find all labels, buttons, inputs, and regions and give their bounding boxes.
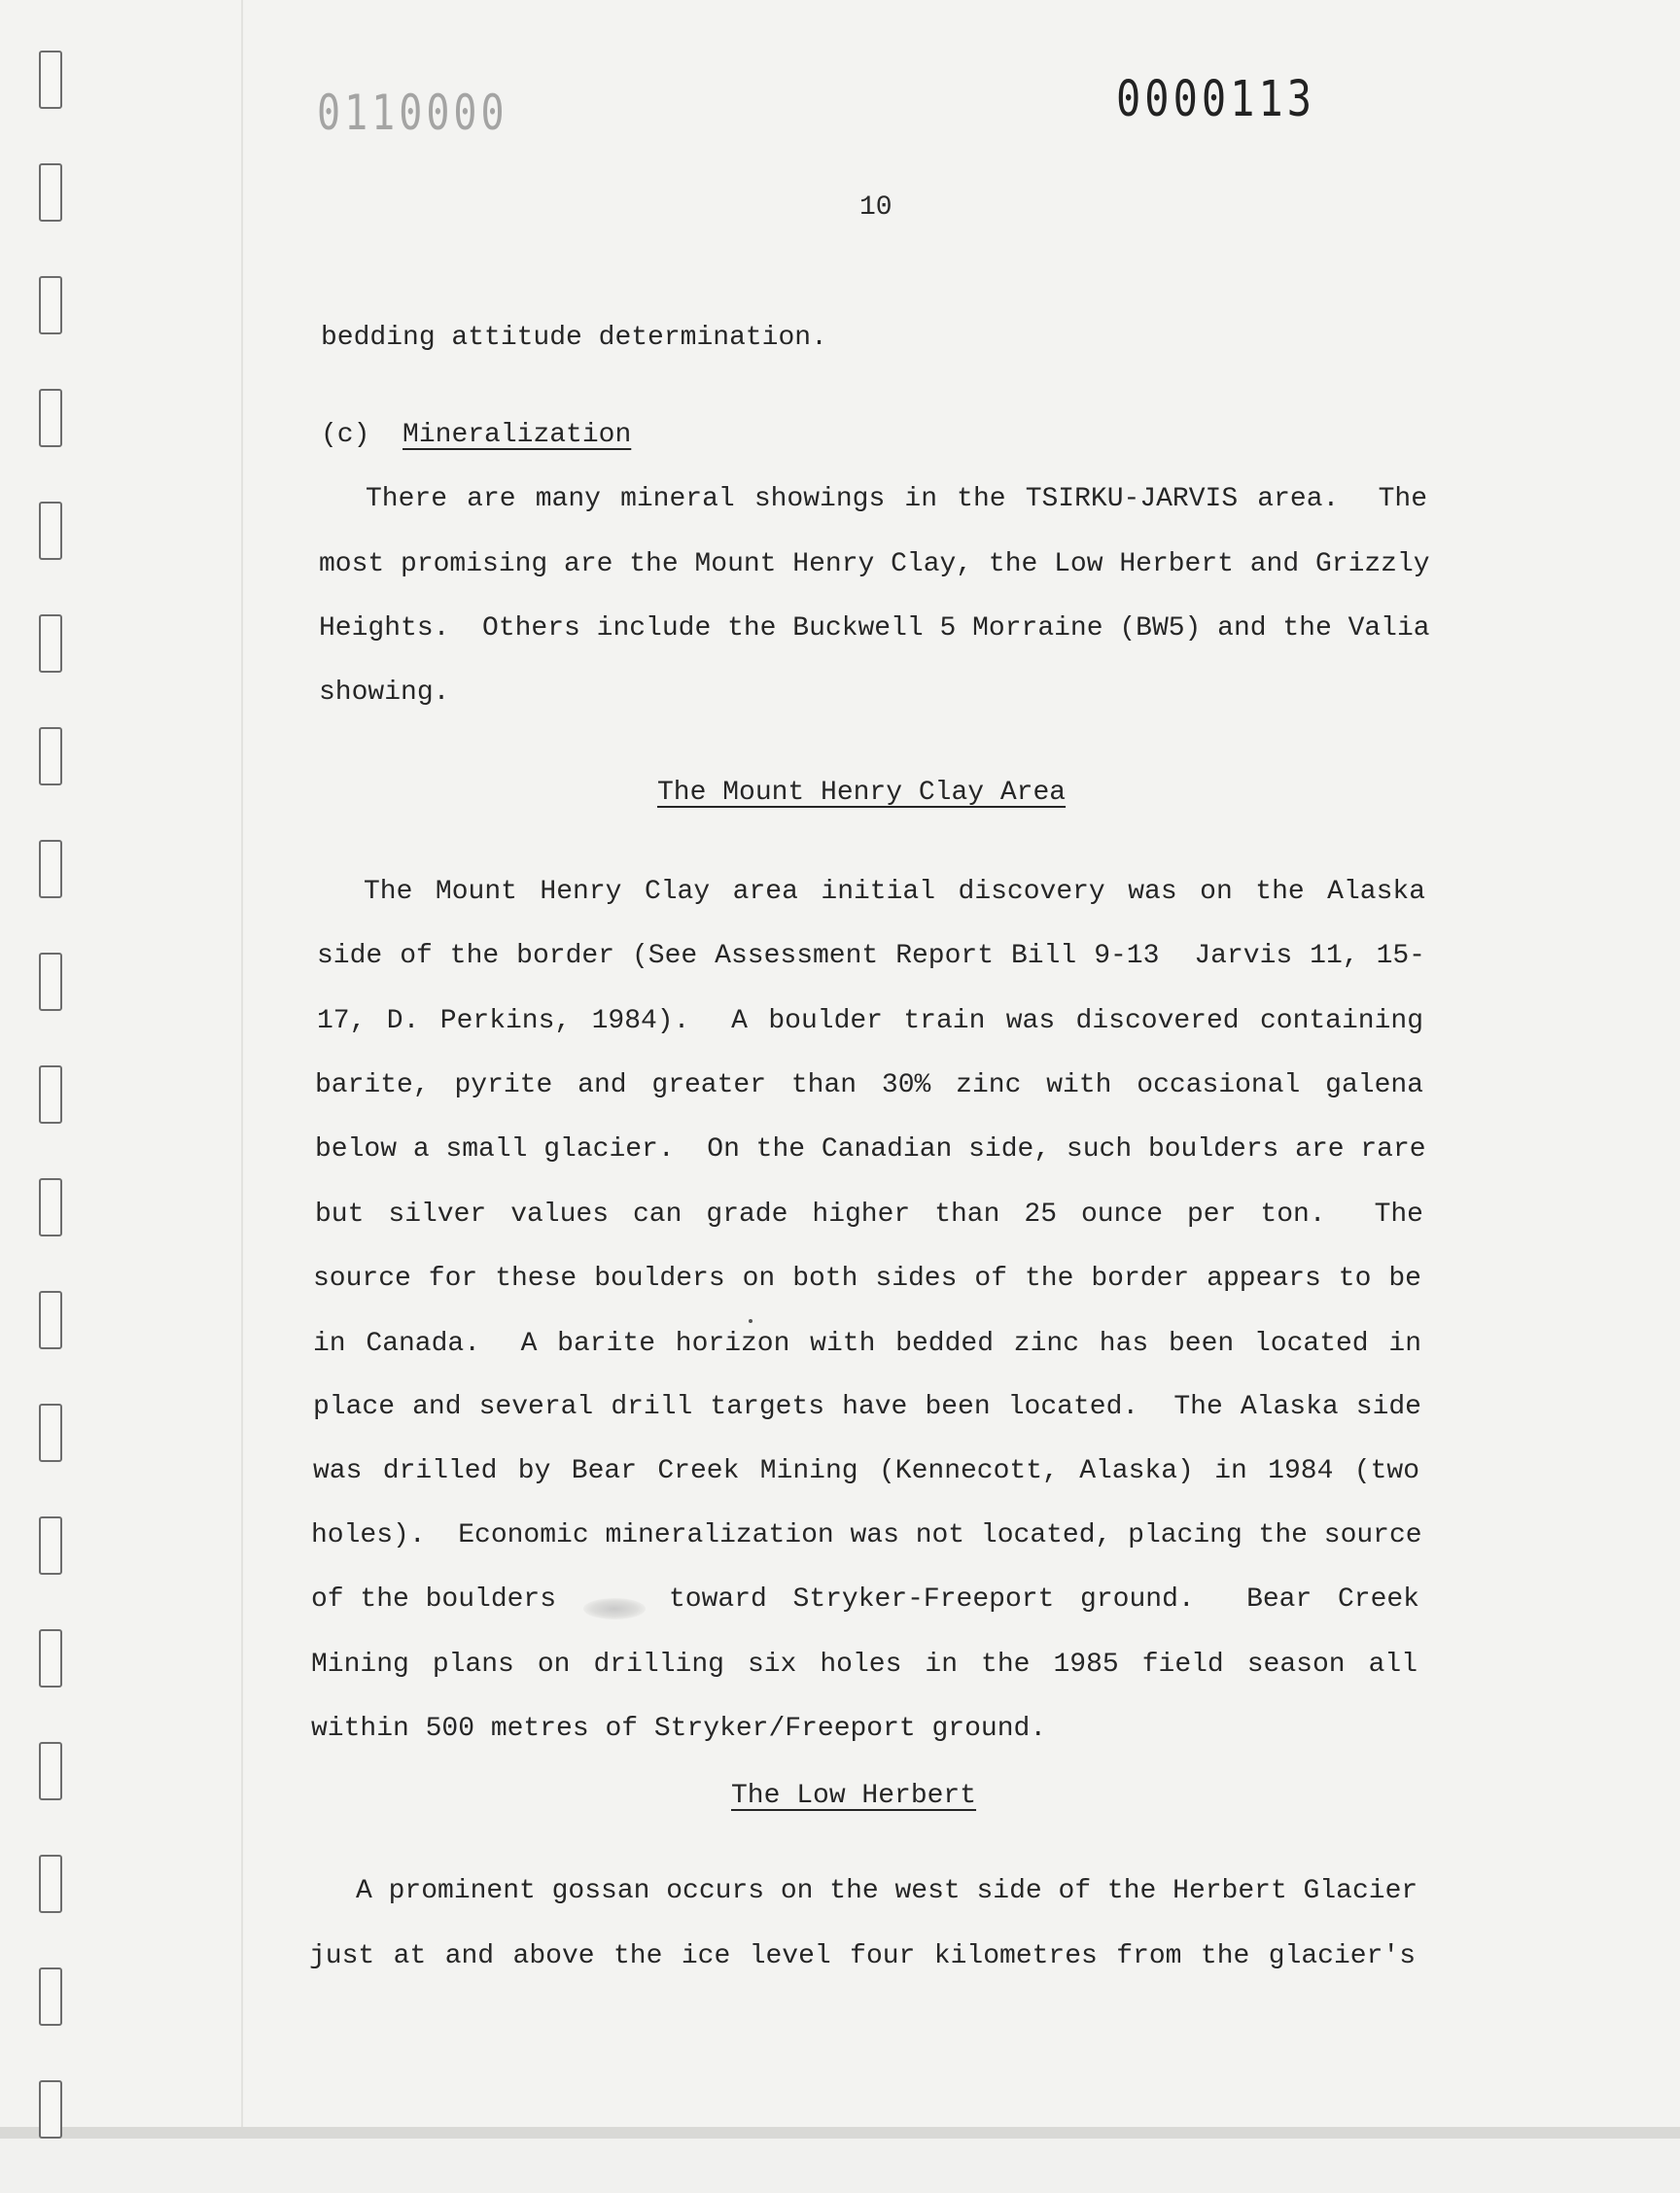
document-stamp-number: 0000113 xyxy=(1116,70,1316,127)
body-line: barite, pyrite and greater than 30% zinc with occasional galena xyxy=(315,1070,1423,1100)
perforation-hole xyxy=(39,1065,62,1124)
perforation-hole xyxy=(39,389,62,447)
perforation-hole xyxy=(39,2080,62,2139)
body-line-part: toward Stryker-Freeport ground. Bear Creek xyxy=(669,1584,1419,1615)
perforation-hole xyxy=(39,1967,62,2026)
body-line: but silver values can grade higher than 25 ounce per ton. The xyxy=(315,1200,1423,1230)
body-line: in Canada. A barite horizon with bedded zinc has been located in xyxy=(313,1329,1421,1359)
perforation-hole xyxy=(39,1629,62,1688)
perforation-hole xyxy=(39,727,62,785)
body-line: within 500 metres of Stryker/Freeport ground. xyxy=(311,1714,1047,1744)
body-line: The Mount Henry Clay area initial discovery was on the Alaska xyxy=(364,877,1425,907)
subsection-heading: The Mount Henry Clay Area xyxy=(657,778,1067,808)
perforation-hole xyxy=(39,840,62,898)
body-line: most promising are the Mount Henry Clay, the Low Herbert and Grizzly xyxy=(319,549,1430,579)
perforation-hole xyxy=(39,1742,62,1800)
body-line: There are many mineral showings in the TSIRKU-JARVIS area. The xyxy=(366,484,1427,514)
body-line: Mining plans on drilling six holes in the 1985 field season all xyxy=(311,1650,1418,1680)
perforation-hole xyxy=(39,614,62,673)
section-heading: Mineralization xyxy=(402,420,632,450)
perforation-hole xyxy=(39,163,62,222)
perforation-hole xyxy=(39,1178,62,1236)
perforation-hole xyxy=(39,1404,62,1462)
body-line: 17, D. Perkins, 1984). A boulder train was discovered containing xyxy=(317,1006,1423,1036)
perforation-hole xyxy=(39,502,62,560)
ink-speck xyxy=(749,1319,752,1323)
body-line: showing. xyxy=(319,678,450,708)
body-line: below a small glacier. On the Canadian side, such boulders are rare xyxy=(315,1134,1426,1165)
body-line-part: of the boulders xyxy=(311,1584,557,1615)
body-line: holes). Economic mineralization was not located, placing the source xyxy=(311,1520,1422,1550)
body-line: bedding attitude determination. xyxy=(321,323,827,353)
body-line: was drilled by Bear Creek Mining (Kennecott, Alaska) in 1984 (two xyxy=(313,1456,1419,1486)
body-line: just at and above the ice level four kilometres from the glacier's xyxy=(309,1941,1416,1971)
body-line: side of the border (See Assessment Report Bill 9-13 Jarvis 11, 15- xyxy=(317,941,1425,971)
redaction-smudge xyxy=(583,1598,646,1619)
page-bottom-edge xyxy=(0,2127,1680,2139)
perforation-hole xyxy=(39,1291,62,1349)
section-label xyxy=(321,420,631,450)
body-line: source for these boulders on both sides of the border appears to be xyxy=(313,1264,1421,1294)
document-stamp-faded: 0110000 xyxy=(317,86,508,142)
page-number: 10 xyxy=(859,192,892,223)
body-line: place and several drill targets have been located. The Alaska side xyxy=(313,1392,1421,1422)
subsection-heading: The Low Herbert xyxy=(731,1781,977,1811)
perforation-hole xyxy=(39,1855,62,1913)
perforation-strip xyxy=(39,51,62,2193)
page-fold-line xyxy=(241,0,243,2139)
perforation-hole xyxy=(39,51,62,109)
perforation-hole xyxy=(39,276,62,334)
perforation-hole xyxy=(39,953,62,1011)
body-line: Heights. Others include the Buckwell 5 Morraine (BW5) and the Valia xyxy=(319,613,1430,644)
section-prefix: (c) xyxy=(321,420,370,450)
perforation-hole xyxy=(39,1516,62,1575)
body-line: A prominent gossan occurs on the west side of the Herbert Glacier xyxy=(356,1876,1418,1906)
